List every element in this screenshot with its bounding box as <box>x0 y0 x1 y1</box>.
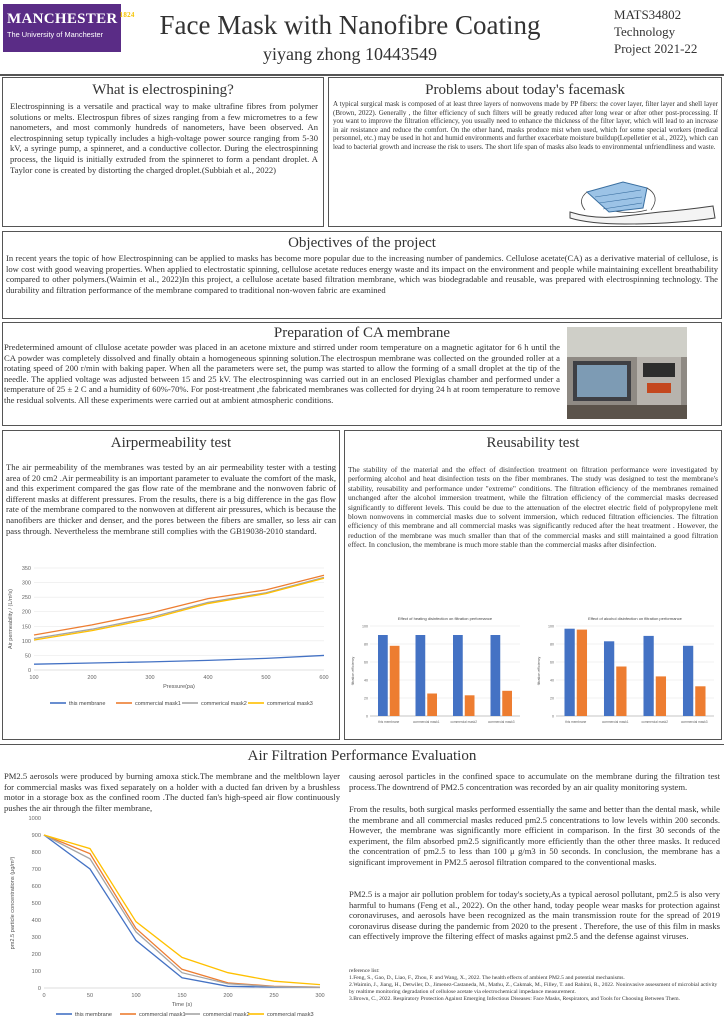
logo-wordmark: MANCHESTER <box>7 11 118 27</box>
y-tick-label: 400 <box>31 918 41 924</box>
reusability-text: The stability of the material and the effect of disinfection treatment on filtration performance were investigated by performing alcohol and heat disinfection tests on the fiber membranes. The study was designed to test the membrane's stability, reusability and performance under "extreme" conditions. The filtration efficiency of the membranes remained unchanged after the alcohol immersion treatment, while the filtration efficiency of the commercial masks decreased significantly to different levels. This could be due to the attenuation of the electret electric field of polypropylene melt blown nonwovens in commercial masks due to solvent immersion, which reduced filtration efficiencies. The filtration efficiency of this membrane and all commercial masks was significantly reduced after the heat treatment . However, the reduction of the membrane was much smaller than that of the commercial masks and still maintained a good filtration effect. In conclusion, the membrane is much more stable than the commercial masks after disinfection. <box>348 465 718 550</box>
filtration-text-right-1: causing aerosol particles in the confined space to accumulate on the membrane during the filtration test process.The downtrend of PM2.5 concentration was recorded by an air quality monitoring system. <box>349 771 720 792</box>
bar-after <box>616 667 626 717</box>
poster-author: yiyang zhong 10443549 <box>263 44 437 64</box>
y-tick-label: 300 <box>21 580 31 587</box>
bar-after <box>577 630 587 716</box>
y-tick-label: 80 <box>364 642 368 647</box>
y-tick-label: 60 <box>364 660 368 665</box>
y-tick-label: 200 <box>31 952 41 958</box>
electrospinning-title: What is electrospining? <box>92 82 234 98</box>
legend-label: commerical mask3 <box>267 701 313 707</box>
filtration-text-left: PM2.5 aerosols were produced by burning amoxa stick.The membrane and the meltblown layer for commercial masks was fixed separately on a holder with a ducted fan driven by a brushless motor in a storage box as the confined room .The ducted fan's high-speed air flow continuously pushes the air through the filter membrane, <box>4 771 340 813</box>
airpermeability-chart <box>4 562 338 712</box>
bar-before <box>416 635 426 716</box>
reference-item: 1.Feng, S., Gao, D., Liao, F., Zhou, F. and Wang, X., 2022. The health effects of ambient PM2.5 and potential mechanisms. <box>349 975 625 981</box>
y-tick-label: 250 <box>21 595 31 602</box>
y-tick-label: 100 <box>21 638 31 645</box>
x-tick-label: commercial mask2 <box>641 720 669 724</box>
x-tick-label: 0 <box>42 993 46 999</box>
legend-label: commercial mask2 <box>203 1012 250 1018</box>
x-tick-label: commercial mask2 <box>450 720 478 724</box>
preparation-title: Preparation of CA membrane <box>273 325 451 341</box>
x-tick-label: commercial mask1 <box>412 720 440 724</box>
course-name: Technology <box>614 24 676 39</box>
legend-label: commercial mask1 <box>139 1012 186 1018</box>
y-tick-label: 50 <box>24 653 31 660</box>
y-tick-label: 20 <box>550 696 554 701</box>
logo-subtitle: The University of Manchester <box>7 30 104 39</box>
bar-after <box>656 676 666 716</box>
x-tick-label: 200 <box>223 993 233 999</box>
x-tick-label: 300 <box>145 675 155 681</box>
x-tick-label: 300 <box>315 993 325 999</box>
bar-before <box>378 635 388 716</box>
bar-after <box>427 694 437 717</box>
filtration-divider <box>0 744 724 745</box>
x-tick-label: 200 <box>87 675 97 681</box>
filtration-text-right-3: PM2.5 is a major air pollution problem for today's society,As a typical aerosol pollutant, pm2.5 is also very harmful to humans (Feng et al., 2022). On the other hand, today people wear masks for protection against coronaviruses, and aerosols have been recognized as the main transmission route for the spread of 2019 coronavirus disease during the pandemic from 2020 to the present . Therefore, the use of this film in masks can effectively improve the filtering effect of masks against pm2.5 and the defense against viruses. <box>349 889 720 942</box>
y-tick-label: 1000 <box>28 816 41 822</box>
series-line-4 <box>34 578 324 640</box>
x-tick-label: commercial mask3 <box>487 720 515 724</box>
y-tick-label: 150 <box>21 624 31 631</box>
y-tick-label: 40 <box>364 678 368 683</box>
y-axis-label: filtration efficiency <box>351 656 355 686</box>
y-tick-label: 100 <box>362 624 368 629</box>
references <box>349 968 720 1003</box>
x-tick-label: commercial mask3 <box>680 720 708 724</box>
y-tick-label: 350 <box>21 566 31 572</box>
bar-before <box>564 629 574 716</box>
y-tick-label: 800 <box>31 850 41 856</box>
objectives-text: In recent years the topic of how Electrospinning can be applied to masks has become more popular due to the increasing number of pandemics. Cellulose acetate(CA) as a derivative material of cellulose, is low cost with good weaving properties. When applied to electrostatic spinning, cellulose acetate reduces energy waste and its impact on the environment and people while maintaining excellent breathability compared to other polymers.(Waimin et al., 2022)In this project, a cellulose acetate based filtration membrane, which was biodegradable and reusable, was prepared with electrospinning technology. The durability and filtration performance of the membrane compared to traditional non-woven fabric are examined <box>6 253 718 295</box>
y-tick-label: 0 <box>27 668 31 674</box>
bar-after <box>465 695 475 716</box>
y-tick-label: 20 <box>364 696 368 701</box>
reference-item: 2.Waimin, J., Jiang, H., Detwiler, D., Jimenez-Castaneda, M., Mathu, Z., Cakmak, M., Filley, T. and Rahimi, R., 2022. Noninvasive assessment of microbial activity by realtime monitoring degradation of cellulose acetate via electrochemical impedance measurement. <box>349 982 718 995</box>
problems-title: Problems about today's facemask <box>425 82 625 98</box>
y-axis-label: Air permeability / (L/m²s) <box>8 589 14 649</box>
filtration-title: Air Filtration Performance Evaluation <box>247 748 477 764</box>
x-tick-label: this membrane <box>378 720 400 724</box>
bar-before <box>683 646 693 716</box>
x-tick-label: commercial mask1 <box>601 720 629 724</box>
preparation-text: Predetermined amount of cllulose acetate powder was placed in an acetone mixture and stirred under room temperature on a magnetic agitator for 6 h until the CA powder was completely dissolved and finally obtain a homogeneous spinning solution.The electrospun membrane was collected on the grounded roller at a rotating speed of 200 r/min with baking paper. When all the parameters were set, the pump was started to allow the forming of a small droplet at the tip of the needle. The applied voltage was adjusted between 15 and 25 kV. The electrospinning was carried out in an enclosed Plexiglas chamber and performed under a temperature of 25 ± 2 C and a humidity of 60%-70%. For post-treatment ,the fabricated membranes was collected for drying 24 h at room temperature to remove the residual solvents. All these experiments were carried out at ambient atmospheric conditions. <box>4 342 560 405</box>
x-tick-label: this membrane <box>565 720 587 724</box>
university-logo <box>3 4 135 52</box>
reference-item: 3.Brown, C., 2022. Respiratory Protection Against Emerging Infectious Diseases: Face Masks, Respirators, and Tools for Choosing Between Them. <box>349 996 680 1002</box>
y-tick-label: 0 <box>552 714 554 719</box>
airperm-title: Airpermeability test <box>110 435 232 451</box>
objectives-title: Objectives of the project <box>288 235 436 251</box>
poster-title: Face Mask with Nanofibre Coating <box>159 10 541 40</box>
bar-after <box>695 686 705 716</box>
y-tick-label: 500 <box>31 901 41 907</box>
x-tick-label: 50 <box>86 993 94 999</box>
filtration-text-right-2: From the results, both surgical masks performed essentially the same and better than the dental mask, while the membrane and all commercial masks reduced pm2.5 concentrations to low levels within 200 seconds. However, the membrane was significantly more efficient in comparison. In the first 30 seconds of the experiment, the film absorbed pm2.5 significantly more efficiently than the other three masks. It reduced the concentration of pm2.5 to less than 100 μ g/m3 in 50 seconds. In conclusion, the membrane has a significant improvement in PM2.5 aerosol filtration compared to the conventional masks. <box>349 804 720 867</box>
course-info <box>614 6 724 57</box>
x-tick-label: 250 <box>269 993 279 999</box>
electrospinning-text: Electrospinning is a versatile and practical way to make ultrafine fibres from polymer solutions or melts. Electrospun fibres of sizes ranging from a few micrometres to a few nanometers, and most commonly hundreds of nanometers, have been observed. An electrospinning setup typically includes a high-voltage power source ranging from 5-30 kV, a syringe pump, a spinneret, and a conductive collector. During the electrospinning process, the liquid is initially extruded from the spinneret to form a pendant droplet. A Taylor cone is created by distorting the charged droplet.(Subbiah et al., 2022) <box>10 101 318 175</box>
legend-label: commercial mask1 <box>135 701 181 707</box>
series-line-1 <box>34 655 324 664</box>
x-tick-label: 100 <box>131 993 141 999</box>
y-axis-label: filtration efficiency <box>537 656 541 686</box>
x-axis-label: Time (s) <box>171 1002 193 1008</box>
y-tick-label: 40 <box>550 678 554 683</box>
bar-before <box>491 635 501 716</box>
alcohol-disinfection-chart <box>532 612 720 730</box>
x-axis-label: Pressure(pa) <box>163 684 195 690</box>
y-tick-label: 200 <box>21 609 31 616</box>
y-tick-label: 900 <box>31 833 41 839</box>
x-tick-label: 600 <box>319 675 329 681</box>
x-tick-label: 100 <box>29 675 39 681</box>
y-axis-label: pm2.5 particle concentrations (μg/m³) <box>10 856 16 950</box>
face-mask-illustration <box>565 172 720 226</box>
bar-before <box>643 636 653 716</box>
legend-label: commerical mask2 <box>201 701 247 707</box>
y-tick-label: 80 <box>550 642 554 647</box>
legend-label: commercial mask3 <box>267 1012 314 1018</box>
y-tick-label: 60 <box>550 660 554 665</box>
references-heading: reference list: <box>349 968 380 974</box>
bar-before <box>604 641 614 716</box>
y-tick-label: 600 <box>31 884 41 890</box>
legend-label: this membrane <box>69 701 106 707</box>
reusability-title: Reusability test <box>486 435 580 451</box>
y-tick-label: 100 <box>548 624 554 629</box>
chart-title: Effect of heating disinfection on filtration performance <box>397 616 493 621</box>
series-line-1 <box>44 835 320 987</box>
course-code: MATS34802 <box>614 7 682 22</box>
pm25-chart <box>4 814 340 1020</box>
header-divider <box>0 74 724 76</box>
course-project: Project 2021-22 <box>614 41 698 56</box>
x-tick-label: 400 <box>203 675 213 681</box>
y-tick-label: 700 <box>31 867 41 873</box>
x-tick-label: 500 <box>261 675 271 681</box>
logo-year: 1824 <box>119 11 135 19</box>
airperm-text: The air permeability of the membranes was tested by an air permeability tester with a testing area of 20 cm2 .Air permeability is an important parameter to evaluate the comfort of the mask, and this experiment compared the gas flow rate of the membrane and the nonwoven fabric of different masks at different pressures. From the results, there is a big difference in the gas flow rate of the membrane compared to the nonwoven at different air pressures, which is because the nanofibers are thicker and denser, and the pores between the fibers are smaller, so less air can pass through. Nevertheless the membrane still complies with the GB19038-2010 standard. <box>6 462 336 536</box>
y-tick-label: 100 <box>31 969 41 975</box>
x-tick-label: 150 <box>177 993 187 999</box>
series-line-2 <box>44 835 320 987</box>
series-line-4 <box>44 835 320 985</box>
y-tick-label: 0 <box>37 986 41 992</box>
series-line-3 <box>44 835 320 987</box>
y-tick-label: 300 <box>31 935 41 941</box>
y-tick-label: 0 <box>366 714 368 719</box>
bar-after <box>390 646 400 716</box>
legend-label: this membrane <box>75 1012 112 1018</box>
bar-after <box>502 691 512 716</box>
heat-disinfection-chart <box>346 612 526 730</box>
bar-before <box>453 635 463 716</box>
problems-text: A typical surgical mask is composed of at least three layers of nonwovens made by PP fibers: the cover layer, filter layer and shell layer (Brown, 2022). Generally , the filter efficiency of such filters will be greatly reduced after long wear or after other post-processing. If you want to improve the filtration efficiency, you usually need to enhance the thickness of the filter layer, which will lead to an increase in air resistance and reduce the comfort. On the other hand, masks produce mist when used, which for some special workers (medical personnel, etc.) may be used in hot and humid environments and further exacerbate moisture buildup(Lepelletier et al., 2022), which can lead to bacterial growth and increase the risk to users. The short life span of masks also leads to environmental unfriendliness and waste. <box>333 100 718 151</box>
chart-title: Effect of alcohol disinfection on filtration performance <box>588 616 682 621</box>
lab-equipment-photo <box>567 327 687 419</box>
